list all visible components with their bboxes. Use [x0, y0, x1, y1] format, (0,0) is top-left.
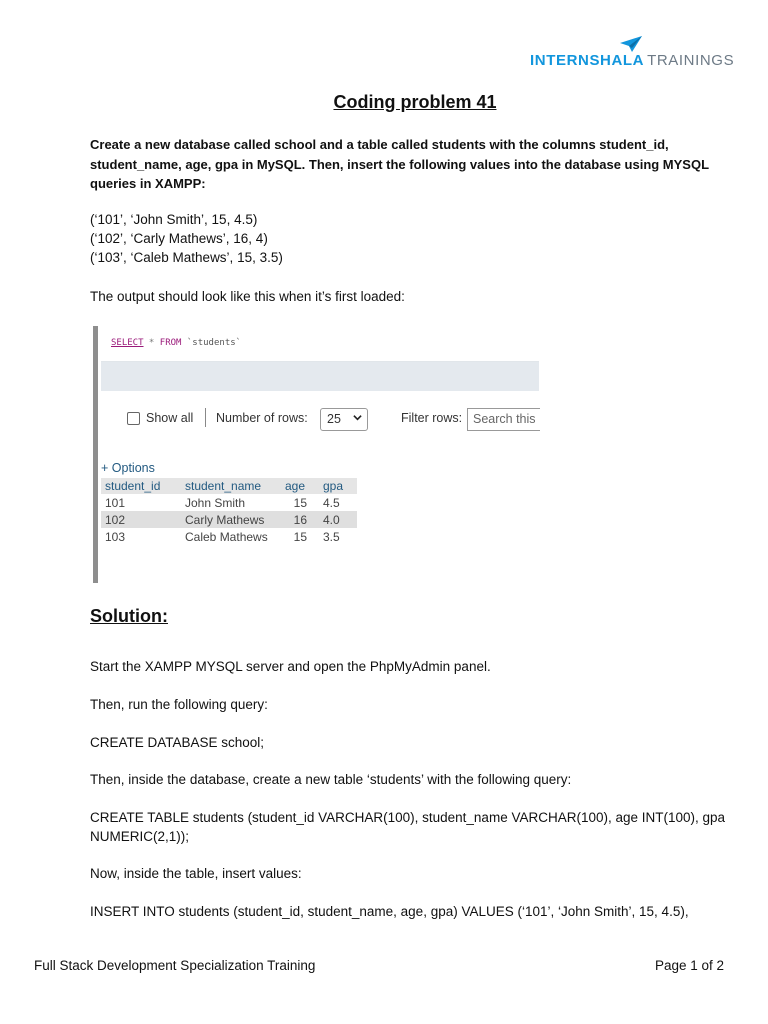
solution-heading: Solution:	[90, 606, 168, 626]
page-title: Coding problem 41	[333, 92, 497, 112]
value-line: (‘103’, ‘Caleb Mathews’, 15, 3.5)	[90, 250, 283, 265]
footer-course-name: Full Stack Development Specialization Training	[34, 958, 316, 973]
filter-input[interactable]: Search this	[467, 408, 540, 431]
code-line: NUMERIC(2,1));	[90, 829, 190, 844]
value-line: (‘101’, ‘John Smith’, 15, 4.5)	[90, 212, 258, 227]
step-text: Now, inside the table, insert values:	[90, 866, 302, 881]
sql-query-box	[101, 326, 539, 391]
table-row	[101, 511, 357, 528]
cell: 4.0	[319, 511, 357, 528]
options-link[interactable]: + Options	[101, 461, 155, 475]
code-line: CREATE DATABASE school;	[90, 735, 265, 750]
cell: 4.5	[323, 495, 340, 510]
cell: 16	[281, 511, 319, 528]
show-all-label: Show all	[146, 411, 194, 425]
divider	[205, 408, 206, 427]
values-list	[90, 210, 283, 267]
step-text: Then, run the following query:	[90, 697, 268, 712]
screenshot-border	[93, 326, 98, 583]
table-header-row	[101, 478, 357, 494]
value-line: (‘102’, ‘Carly Mathews’, 16, 4)	[90, 231, 268, 246]
page-number: Page 1 of 2	[655, 958, 725, 973]
rows-select[interactable]: 25	[320, 408, 368, 431]
code-line: INSERT INTO students (student_id, student_name, age, gpa) VALUES (‘101’, ‘John Smith’, 15, 4.5),	[90, 904, 689, 919]
phpmyadmin-screenshot	[93, 326, 539, 583]
chevron-down-icon	[353, 413, 362, 422]
cell: 101	[105, 495, 126, 510]
cell: 15	[293, 529, 307, 544]
cell: Caleb Mathews	[185, 529, 268, 544]
problem-statement: Create a new database called school and a table called students with the columns student_id, student_name, age, gpa in MySQL. Then, insert the following values into the database using MYSQL queries in XAMPP:	[90, 137, 709, 191]
rows-label: Number of rows:	[216, 411, 308, 425]
paper-plane-icon	[620, 36, 642, 52]
cell: Carly Mathews	[181, 511, 281, 528]
column-header[interactable]: student_id	[101, 478, 181, 494]
internshala-trainings-logo	[530, 36, 735, 72]
column-header[interactable]: student_name	[181, 478, 281, 494]
filter-label: Filter rows:	[401, 411, 463, 425]
step-text: Then, inside the database, create a new table ‘students’ with the following query:	[90, 772, 572, 787]
results-table	[101, 478, 357, 545]
brand-wordmark: INTERNSHALA TRAININGS	[530, 52, 735, 69]
cell: 15	[293, 495, 307, 510]
cell: 102	[101, 511, 181, 528]
step-text: Start the XAMPP MYSQL server and open the PhpMyAdmin panel.	[90, 659, 491, 674]
code-line: CREATE TABLE students (student_id VARCHAR(100), student_name VARCHAR(100), age INT(100), gpa	[90, 810, 726, 825]
table-row	[101, 528, 357, 545]
show-all-checkbox[interactable]	[127, 412, 140, 425]
column-header[interactable]: age	[281, 478, 319, 494]
column-header[interactable]: gpa	[319, 478, 357, 494]
sql-query-text: SELECT * FROM `students`	[111, 338, 242, 348]
output-intro: The output should look like this when it’s first loaded:	[90, 289, 405, 304]
cell: 103	[105, 529, 126, 544]
cell: 3.5	[323, 529, 340, 544]
cell: John Smith	[185, 495, 246, 510]
table-row	[101, 494, 357, 511]
